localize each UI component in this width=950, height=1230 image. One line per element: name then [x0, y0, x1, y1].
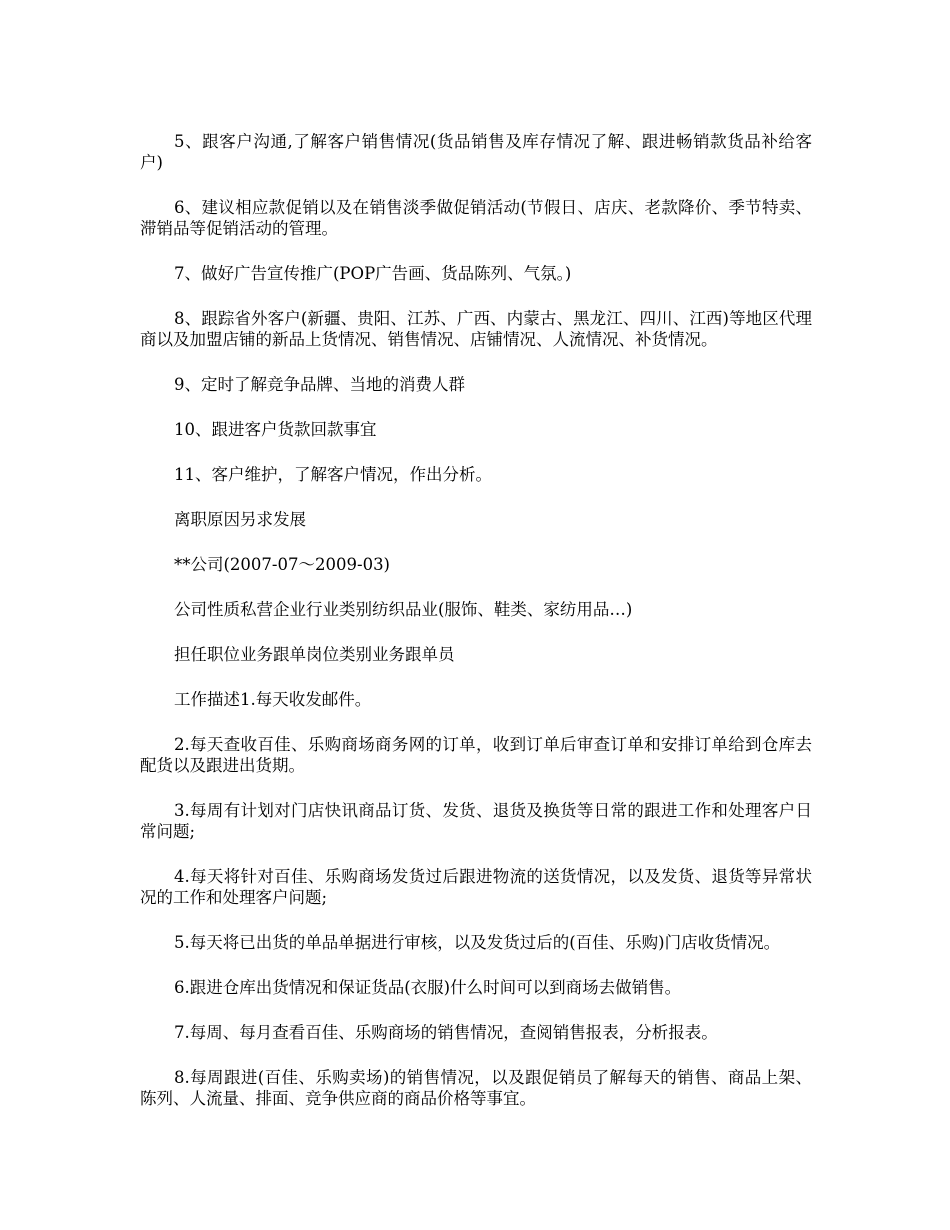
paragraph-job-description-7: 7.每周、每月查看百佳、乐购商场的销售情况，查阅销售报表，分析报表。 [174, 1023, 718, 1042]
paragraph-item-11-customer-maintenance: 11、客户维护，了解客户情况，作出分析。 [174, 465, 492, 484]
paragraph-company-period: **公司(2007-07～2009-03) [174, 555, 390, 574]
document-body [140, 131, 812, 1133]
paragraph-job-description-6: 6.跟进仓库出货情况和保证货品(衣服)什么时间可以到商场去做销售。 [174, 978, 682, 997]
paragraph-item-7-advertising: 7、做好广告宣传推广(POP广告画、货品陈列、气氛。) [174, 264, 572, 283]
paragraph-job-description-8: 8.每周跟进(百佳、乐购卖场)的销售情况，以及跟促销员了解每天的销售、商品上架、陈列、人流量、排面、竞争供应商的商品价格等事宜。 [140, 1068, 812, 1108]
paragraph-job-description-5: 5.每天将已出货的单品单据进行审核，以及发货过后的(百佳、乐购)门店收货情况。 [174, 933, 781, 952]
paragraph-job-description-3: 3.每周有计划对门店快讯商品订货、发货、退货及换货等日常的跟进工作和处理客户日常问题; [140, 801, 812, 841]
paragraph-item-8-out-of-province-clients: 8、跟踪省外客户(新疆、贵阳、江苏、广西、内蒙古、黑龙江、四川、江西)等地区代理商以及加盟店铺的新品上货情况、销售情况、店铺情况、人流情况、补货情况。 [140, 309, 812, 349]
paragraph-job-description-4: 4.每天将针对百佳、乐购商场发货过后跟进物流的送货情况，以及发货、退货等异常状况的工作和处理客户问题; [140, 867, 812, 907]
paragraph-item-9-competition: 9、定时了解竞争品牌、当地的消费人群 [174, 375, 465, 394]
paragraph-leaving-reason: 离职原因另求发展 [174, 510, 306, 529]
paragraph-position: 担任职位业务跟单岗位类别业务跟单员 [174, 645, 455, 664]
paragraph-job-description-2: 2.每天查收百佳、乐购商场商务网的订单，收到订单后审查订单和安排订单给到仓库去配货以及跟进出货期。 [140, 735, 812, 775]
paragraph-job-description-1: 工作描述1.每天收发邮件。 [174, 690, 372, 709]
paragraph-company-nature: 公司性质私营企业行业类别纺织品业(服饰、鞋类、家纺用品…) [174, 600, 633, 619]
paragraph-item-5-customer-communication: 5、跟客户沟通,了解客户销售情况(货品销售及库存情况了解、跟进畅销款货品补给客户) [140, 132, 812, 172]
paragraph-item-6-promotion: 6、建议相应款促销以及在销售淡季做促销活动(节假日、店庆、老款降价、季节特卖、滞销品等促销活动的管理。 [140, 198, 812, 238]
paragraph-item-10-payment-collection: 10、跟进客户货款回款事宜 [174, 420, 377, 439]
